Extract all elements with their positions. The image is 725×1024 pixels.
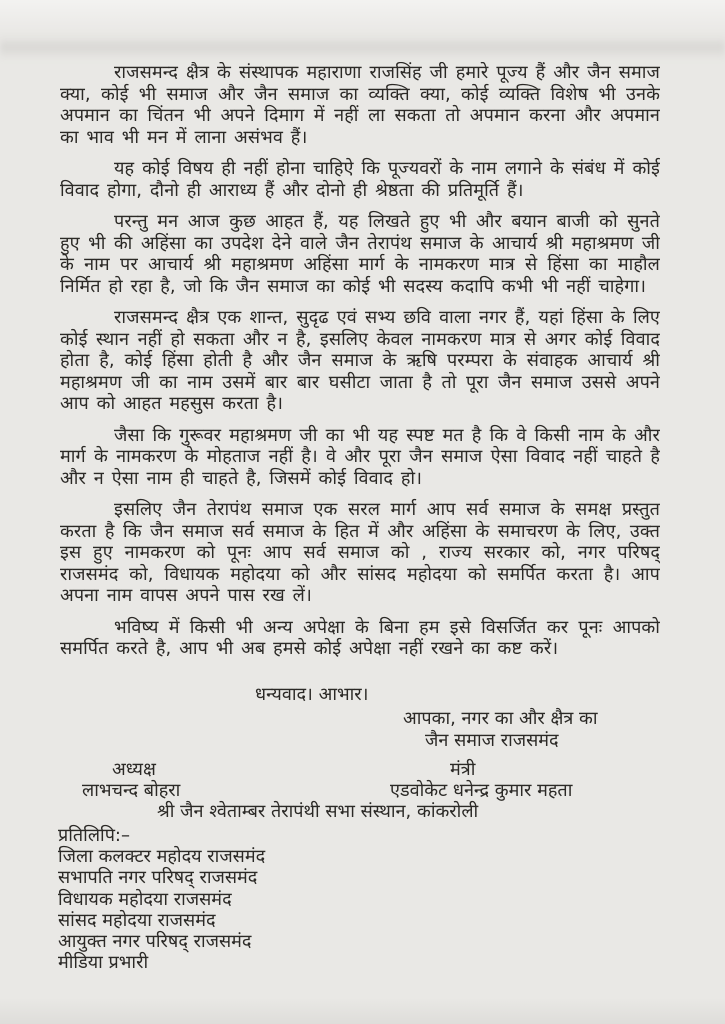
letter-paragraph: राजसमन्द क्षैत्र एक शान्त, सुदृढ एवं सभ्य छवि वाला नगर हैं, यहां हिंसा के लिए कोई स्थान नहीं हो सकता और न है, इसलिए केवल नामकरण मात्र से अगर कोई विवाद होता है, कोई हिंसा होती है और जैन समाज के ऋषि परम्परा के संवाहक आचार्य श्री महाश्रमण जी का नाम उसमें बार बार घसीटा जाता है तो पूरा जैन समाज उससे अपने आप को आहत महसुस करता है। — [60, 307, 660, 414]
letter-body — [60, 62, 660, 682]
letter-paragraph: जैसा कि गुरूवर महाश्रमण जी का भी यह स्पष्ट मत है कि वे किसी नाम के और मार्ग के नामकरण के मोहताज नहीं है। वे और पूरा जैन समाज ऐसा विवाद नहीं चाहते है और न ऐसा नाम ही चाहते है, जिसमें कोई विवाद हो। — [60, 424, 660, 489]
scan-top-sheen — [0, 0, 725, 34]
letter-paragraph: परन्तु मन आज कुछ आहत हैं, यह लिखते हुए भी और बयान बाजी को सुनते हुए भी की अहिंसा का उपदेश देने वाले जैन तेरापंथ समाज के आचार्य श्री महाश्रमण जी के नाम पर आचार्य श्री महाश्रमण अहिंसा मार्ग के नामकरण मात्र से हिंसा का माहौल निर्मित हो रहा है, जो कि जैन समाज का कोई भी सदस्य कदापि कभी भी नहीं चाहेगा। — [60, 211, 660, 297]
thanks-line: धन्यवाद। आभार। — [255, 684, 369, 705]
copy-list — [58, 846, 265, 974]
closing-line-1: आपका, नगर का और क्षैत्र का — [403, 708, 598, 729]
copy-list-item: जिला कलक्टर महोदय राजसमंद — [58, 846, 266, 867]
copy-list-item: सभापति नगर परिषद् राजसमंद — [58, 867, 258, 889]
signatory-right-name: एडवोकेट धनेन्द्र कुमार महता — [390, 780, 573, 801]
organization-line: श्री जैन श्वेताम्बर तेरापंथी सभा संस्थान, कांकरोली — [157, 801, 479, 822]
signatory-right-title: मंत्री — [450, 759, 476, 780]
scan-ghost-band — [0, 36, 725, 60]
signatory-left-title: अध्यक्ष — [112, 759, 156, 780]
letter-paragraph: इसलिए जैन तेरापंथ समाज एक सरल मार्ग आप सर्व समाज के समक्ष प्रस्तुत करता है कि जैन समाज सर्व समाज के हित में और अहिंसा के समाचरण के लिए, उक्त इस हुए नामकरण को पूनः आप सर्व समाज को , राज्य सरकार को, नगर परिषद् राजसमंद को, विधायक महोदया को और सांसद महोदया को समर्पित करता है। आप अपना नाम वापस अपने पास रख लें। — [60, 499, 660, 606]
scan-bottom-shade — [0, 998, 725, 1024]
letter-paragraph: यह कोई विषय ही नहीं होना चाहिऐ कि पूज्यवरों के नाम लगाने के संबंध में कोई विवाद होगा, दौनो ही आराध्य हैं और दोनो ही श्रेष्ठता की प्रतिमूर्ति हैं। — [60, 158, 660, 201]
signatory-left-name: लाभचन्द बोहरा — [82, 780, 181, 801]
copy-list-item: सांसद महोदया राजसमंद — [58, 909, 216, 931]
copy-list-item: मीडिया प्रभारी — [58, 952, 149, 974]
closing-line-2: जैन समाज राजसमंद — [425, 730, 559, 751]
copy-list-item: आयुक्त नगर परिषद् राजसमंद — [58, 931, 252, 953]
copy-list-item: विधायक महोदया राजसमंद — [58, 888, 232, 910]
letter-paragraph: राजसमन्द क्षैत्र के संस्थापक महाराणा राजसिंह जी हमारे पूज्य हैं और जैन समाज क्या, कोई भी समाज और जैन समाज का व्यक्ति क्या, कोई व्यक्ति विशेष भी उनके अपमान का चिंतन भी अपने दिमाग में नहीं ला सकता तो अपमान करना और अपमान का भाव भी मन में लाना असंभव हैं। — [60, 62, 660, 148]
letter-paragraph: भविष्य में किसी भी अन्य अपेक्षा के बिना हम इसे विसर्जित कर पूनः आपको समर्पित करते है, आप भी अब हमसे कोई अपेक्षा नहीं रखने का कष्ट करें। — [60, 616, 660, 659]
copy-heading: प्रतिलिपि:– — [58, 825, 130, 846]
